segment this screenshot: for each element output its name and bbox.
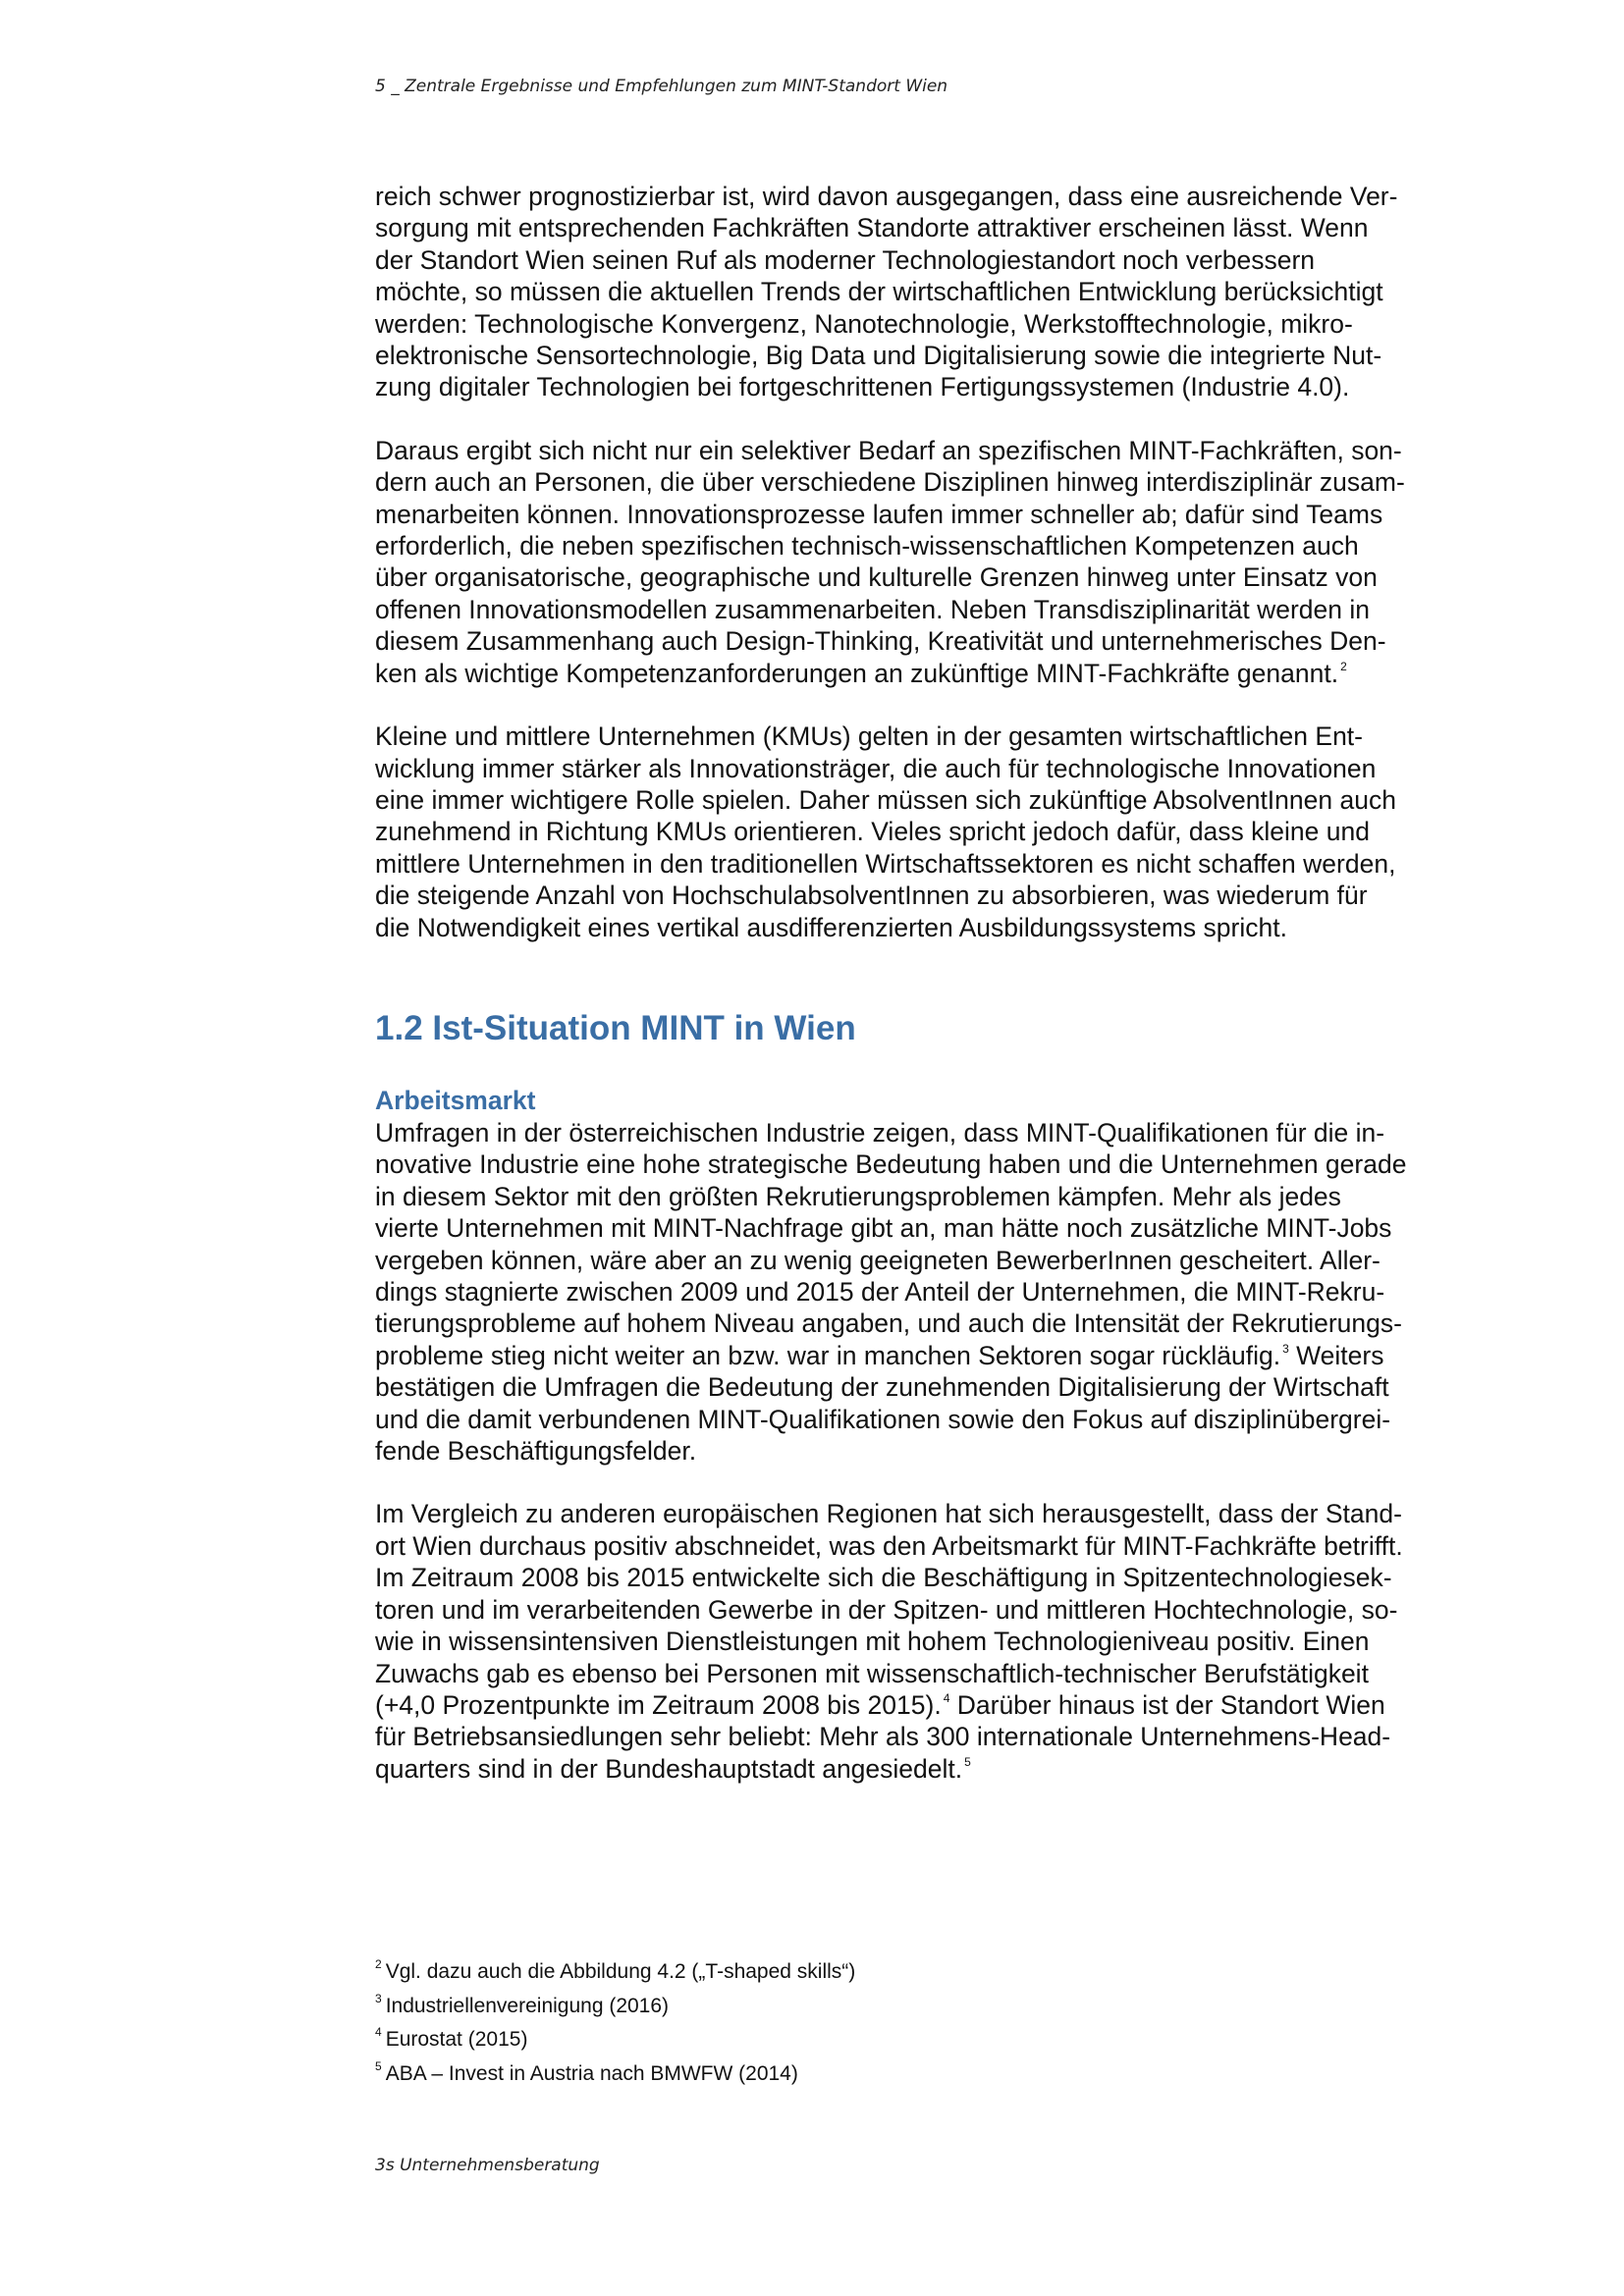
footnote-5 [375, 2057, 1475, 2092]
footnotes [375, 1955, 1475, 2091]
text-fragment: Weiters [1288, 1340, 1384, 1370]
text-fragment: (+4,0 Prozentpunkte im Zeitraum 2008 bis 2015). [375, 1689, 942, 1720]
text-fragment: probleme stieg nicht weiter an bzw. war in manchen Sektoren sogar rückläufig. [375, 1340, 1281, 1370]
text-line: zunehmend in Richtung KMUs orientieren. Vieles spricht jedoch dafür, dass kleine und [375, 817, 1370, 847]
text-line: vergeben können, wäre aber an zu wenig geeigneten BewerberInnen gescheitert. Aller- [375, 1245, 1380, 1275]
text-fragment: ken als wichtige Kompetenzanforderungen an zukünftige MINT-Fachkräfte genannt. [375, 658, 1339, 688]
text-line: wie in wissensintensiven Dienstleistungen mit hohem Technologieniveau positiv. Einen [375, 1627, 1370, 1657]
text-line: der Standort Wien seinen Ruf als moderner Technologiestandort noch verbessern [375, 244, 1316, 275]
text-line: elektronische Sensortechnologie, Big Data und Digitalisierung sowie die integrierte Nut- [375, 341, 1382, 371]
section-paragraph-2 [375, 1498, 1475, 1785]
text-line: erforderlich, die neben spezifischen technisch-wissenschaftlichen Kompetenzen auch [375, 531, 1359, 561]
text-line [375, 1689, 1475, 1721]
subsection-heading: Arbeitsmarkt [375, 1086, 536, 1115]
running-head: 5 _ Zentrale Ergebnisse und Empfehlungen zum MINT-Standort Wien [375, 77, 948, 96]
text-line: sorgung mit entsprechenden Fachkräften Standorte attraktiver erscheinen lässt. Wenn [375, 213, 1369, 243]
text-line: vierte Unternehmen mit MINT-Nachfrage gibt an, man hätte noch zusätzliche MINT-Jobs [375, 1213, 1392, 1244]
footnote-number: 2 [375, 1957, 382, 1971]
footnote-number: 5 [375, 2058, 382, 2073]
text-line: menarbeiten können. Innovationsprozesse laufen immer schneller ab; dafür sind Teams [375, 499, 1383, 529]
text-line: dings stagnierte zwischen 2009 und 2015 der Anteil der Unternehmen, die MINT-Rekru- [375, 1277, 1385, 1308]
intro-paragraph-2 [375, 435, 1475, 689]
text-line: die Notwendigkeit eines vertikal ausdifferenzierten Ausbildungssystems spricht. [375, 912, 1287, 942]
text-line: über organisatorische, geographische und kulturelle Grenzen hinweg unter Einsatz von [375, 562, 1378, 593]
text-line: Im Zeitraum 2008 bis 2015 entwickelte sich die Beschäftigung in Spitzentechnologiesek- [375, 1563, 1392, 1593]
intro-paragraph-3 [375, 721, 1475, 943]
footnote-2 [375, 1955, 1475, 1990]
footnote-text: Industriellenvereinigung (2016) [385, 1994, 670, 2017]
footnote-text: Eurostat (2015) [385, 2028, 528, 2052]
text-line [375, 658, 1475, 689]
text-line: eine immer wichtigere Rolle spielen. Daher müssen sich zukünftige AbsolventInnen auch [375, 784, 1396, 815]
text-line: und die damit verbundenen MINT-Qualifikationen sowie den Fokus auf disziplinübergrei- [375, 1404, 1391, 1434]
text-line: die steigende Anzahl von HochschulabsolventInnen zu absorbieren, was wiederum für [375, 881, 1368, 911]
intro-text [375, 181, 1475, 943]
text-line: fende Beschäftigungsfelder. [375, 1436, 697, 1467]
text-line: Kleine und mittlere Unternehmen (KMUs) gelten in der gesamten wirtschaftlichen Ent- [375, 721, 1363, 752]
footnote-number: 3 [375, 1991, 382, 2005]
footnote-number: 4 [375, 2025, 382, 2040]
text-line: tierungsprobleme auf hohem Niveau angaben, und auch die Intensität der Rekrutierungs- [375, 1308, 1402, 1339]
text-line: ort Wien durchaus positiv abschneidet, was den Arbeitsmarkt für MINT-Fachkräfte betrifft. [375, 1530, 1403, 1561]
text-line: möchte, so müssen die aktuellen Trends der wirtschaftlichen Entwicklung berücksichtigt [375, 277, 1383, 307]
text-line [375, 1753, 1475, 1785]
text-line: dern auch an Personen, die über verschiedene Disziplinen hinweg interdisziplinär zusam- [375, 467, 1405, 498]
footnote-ref-5[interactable]: 5 [964, 1754, 971, 1769]
text-line: wicklung immer stärker als Innovationsträger, die auch für technologische Innovationen [375, 753, 1377, 783]
text-fragment: Darüber hinaus ist der Standort Wien [949, 1689, 1385, 1720]
footnote-text: Vgl. dazu auch die Abbildung 4.2 („T-shaped skills“) [385, 1960, 856, 1983]
footnote-text: ABA – Invest in Austria nach BMWFW (2014) [385, 2061, 798, 2085]
page-footer: 3s Unternehmensberatung [375, 2156, 600, 2175]
footnote-ref-3[interactable]: 3 [1282, 1341, 1289, 1356]
section-heading: 1.2 Ist-Situation MINT in Wien [375, 1009, 856, 1047]
text-line: für Betriebsansiedlungen sehr beliebt: Mehr als 300 internationale Unternehmens-Head- [375, 1722, 1391, 1752]
intro-paragraph-1 [375, 181, 1475, 403]
text-line: mittlere Unternehmen in den traditionellen Wirtschaftssektoren es nicht schaffen werden, [375, 848, 1396, 879]
section-text [375, 1117, 1475, 1785]
text-line: Daraus ergibt sich nicht nur ein selektiver Bedarf an spezifischen MINT-Fachkräften, son- [375, 435, 1402, 465]
text-line: bestätigen die Umfragen die Bedeutung der zunehmenden Digitalisierung der Wirtschaft [375, 1372, 1389, 1403]
text-line: offenen Innovationsmodellen zusammenarbeiten. Neben Transdisziplinarität werden in [375, 594, 1371, 624]
text-line: reich schwer prognostizierbar ist, wird davon ausgegangen, dass eine ausreichende Ver- [375, 182, 1398, 211]
text-line: zung digitaler Technologien bei fortgeschrittenen Fertigungssystemen (Industrie 4.0). [375, 372, 1350, 402]
text-line: diesem Zusammenhang auch Design-Thinking, Kreativität und unternehmerisches Den- [375, 626, 1386, 657]
text-line [375, 1340, 1475, 1371]
footnote-4 [375, 2023, 1475, 2057]
footnote-3 [375, 1990, 1475, 2024]
section-paragraph-1 [375, 1117, 1475, 1467]
text-line: toren und im verarbeitenden Gewerbe in der Spitzen- und mittleren Hochtechnologie, so- [375, 1594, 1398, 1625]
text-line: werden: Technologische Konvergenz, Nanotechnologie, Werkstofftechnologie, mikro- [375, 308, 1353, 339]
text-line: novative Industrie eine hohe strategische Bedeutung haben und die Unternehmen gerade [375, 1149, 1407, 1180]
text-fragment: quarters sind in der Bundeshauptstadt angesiedelt. [375, 1753, 963, 1784]
footnote-ref-4[interactable]: 4 [943, 1690, 950, 1705]
text-line: Umfragen in der österreichischen Industrie zeigen, dass MINT-Qualifikationen für die in- [375, 1118, 1385, 1148]
text-line: Zuwachs gab es ebenso bei Personen mit wissenschaftlich-technischer Berufstätigkeit [375, 1658, 1369, 1688]
text-line: Im Vergleich zu anderen europäischen Regionen hat sich herausgestellt, dass der Stand- [375, 1499, 1402, 1529]
text-line: in diesem Sektor mit den größten Rekrutierungsproblemen kämpfen. Mehr als jedes [375, 1181, 1341, 1211]
footnote-ref-2[interactable]: 2 [1340, 659, 1347, 673]
